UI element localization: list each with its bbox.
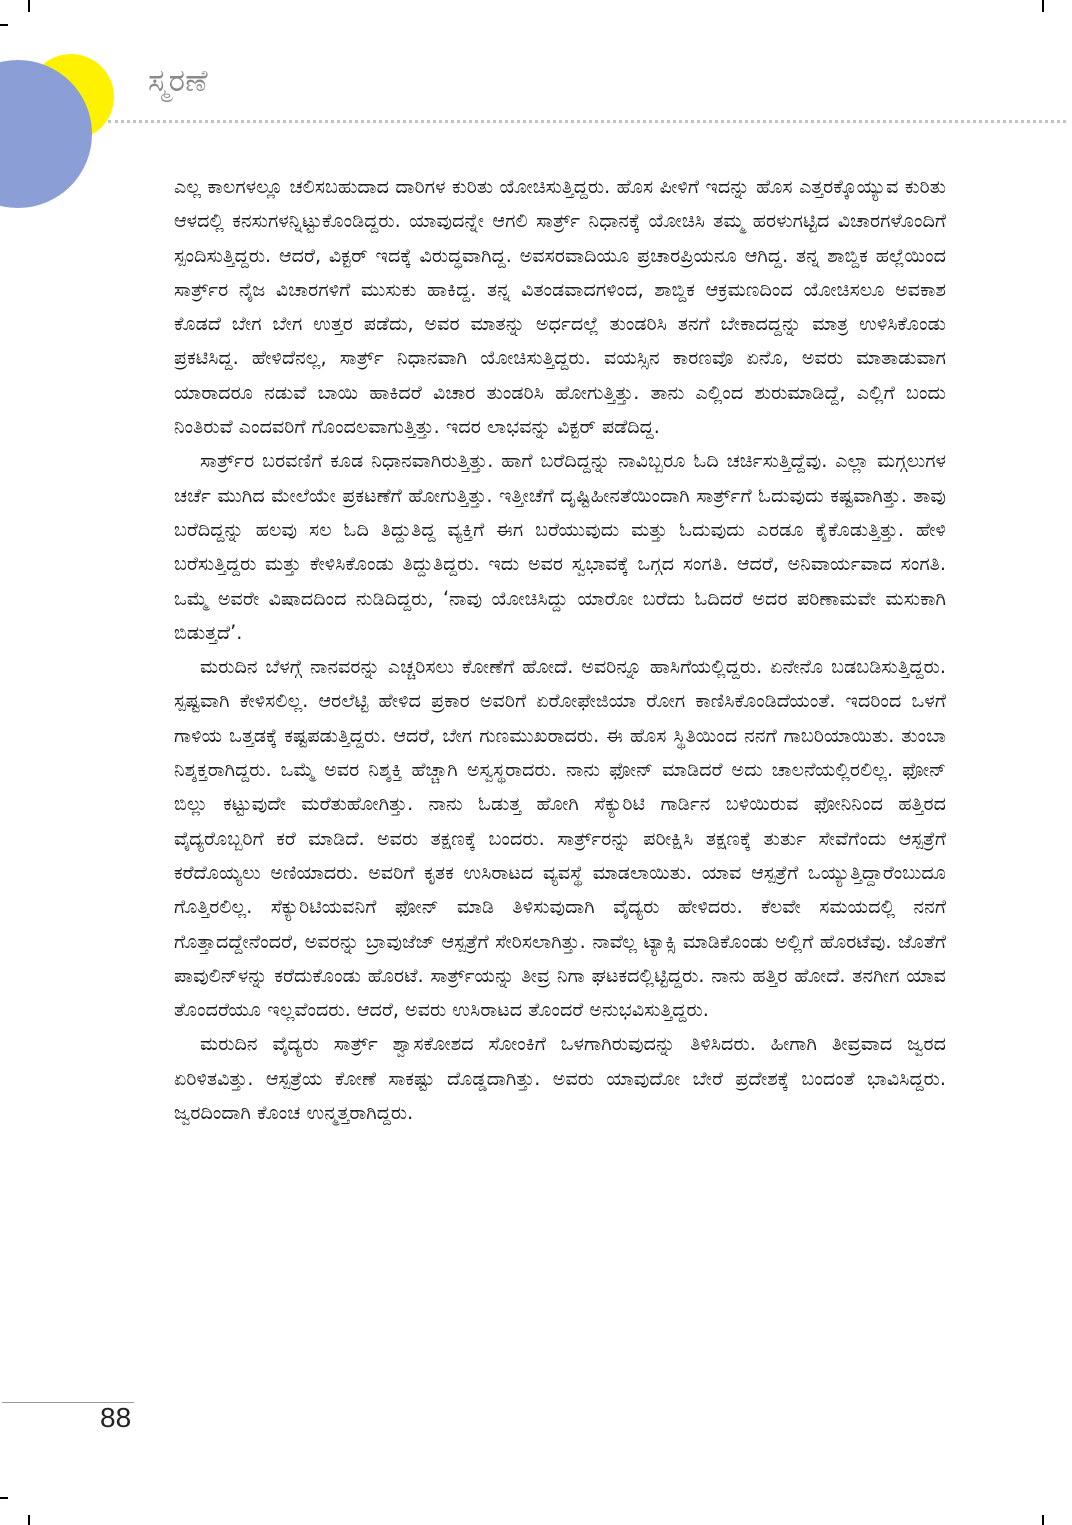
page-body-text	[174, 170, 946, 1130]
crop-mark-bottom-left	[28, 1515, 30, 1525]
paragraph: ಸಾರ್ತ್ರ್‌ರ ಬರವಣಿಗೆ ಕೂಡ ನಿಧಾನವಾಗಿರುತ್ತಿತ್ತು. ಹಾಗೆ ಬರೆದಿದ್ದನ್ನು ನಾವಿಬ್ಬರೂ ಓದಿ ಚರ್ಚಿಸುತ್ತಿದ್ದೆವು. ಎಲ್ಲಾ ಮಗ್ಗಲುಗಳ ಚರ್ಚೆ ಮುಗಿದ ಮೇಲೆಯೇ ಪ್ರಕಟಣೆಗೆ ಹೋಗುತ್ತಿತ್ತು. ಇತ್ತೀಚೆಗೆ ದೃಷ್ಟಿಹೀನತೆಯಿಂದಾಗಿ ಸಾರ್ತ್ರ್‌ಗೆ ಓದುವುದು ಕಷ್ಟವಾಗಿತ್ತು. ತಾವು ಬರೆದಿದ್ದನ್ನು ಹಲವು ಸಲ ಓದಿ ತಿದ್ದುತಿದ್ದ ವ್ಯಕ್ತಿಗೆ ಈಗ ಬರೆಯುವುದು ಮತ್ತು ಓದುವುದು ಎರಡೂ ಕೈಕೊಡುತ್ತಿತ್ತು. ಹೇಳಿ ಬರೆಸುತ್ತಿದ್ದರು ಮತ್ತು ಕೇಳಿಸಿಕೊಂಡು ತಿದ್ದುತಿದ್ದರು. ಇದು ಅವರ ಸ್ವಭಾವಕ್ಕೆ ಒಗ್ಗದ ಸಂಗತಿ. ಆದರೆ, ಅನಿವಾರ್ಯವಾದ ಸಂಗತಿ. ಒಮ್ಮೆ ಅವರೇ ವಿಷಾದದಿಂದ ನುಡಿದಿದ್ದರು, ‘ನಾವು ಯೋಚಿಸಿದ್ದು ಯಾರೋ ಬರೆದು ಓದಿದರೆ ಅದರ ಪರಿಣಾಮವೇ ಮಸುಕಾಗಿ ಬಿಡುತ್ತದೆ’.	[174, 449, 946, 644]
paragraph: ಮರುದಿನ ವೈದ್ಯರು ಸಾರ್ತ್ರ್ ಶ್ವಾಸಕೋಶದ ಸೋಂಕಿಗೆ ಒಳಗಾಗಿರುವುದನ್ನು ತಿಳಿಸಿದರು. ಹೀಗಾಗಿ ತೀವ್ರವಾದ ಜ್ವರದ ಏರಿಳಿತವಿತ್ತು. ಆಸ್ಪತ್ರೆಯ ಕೋಣೆ ಸಾಕಷ್ಟು ದೊಡ್ಡದಾಗಿತ್ತು. ಅವರು ಯಾವುದೋ ಬೇರೆ ಪ್ರದೇಶಕ್ಕೆ ಬಂದಂತೆ ಭಾವಿಸಿದ್ದರು. ಜ್ವರದಿಂದಾಗಿ ಕೊಂಚ ಉನ್ಮತ್ತರಾಗಿದ್ದರು.	[174, 1032, 946, 1125]
crop-mark-top-left	[28, 0, 30, 12]
crop-mark-left-lower	[0, 1497, 8, 1499]
header-dotted-rule	[108, 120, 1066, 123]
paragraph: ಮರುದಿನ ಬೆಳಗ್ಗೆ ನಾನವರನ್ನು ಎಚ್ಚರಿಸಲು ಕೋಣೆಗೆ ಹೋದೆ. ಅವರಿನ್ನೂ ಹಾಸಿಗೆಯಲ್ಲಿದ್ದರು. ಏನೇನೊ ಬಡಬಡಿಸುತ್ತಿದ್ದರು. ಸ್ಪಷ್ಟವಾಗಿ ಕೇಳಿಸಲಿಲ್ಲ. ಆರಲೆಟ್ಟಿ ಹೇಳಿದ ಪ್ರಕಾರ ಅವರಿಗೆ ಏರೋಫೇಜಿಯಾ ರೋಗ ಕಾಣಿಸಿಕೊಂಡಿದೆಯಂತೆ. ಇದರಿಂದ ಒಳಗೆ ಗಾಳಿಯ ಒತ್ತಡಕ್ಕೆ ಕಷ್ಟಪಡುತ್ತಿದ್ದರು. ಆದರೆ, ಬೇಗ ಗುಣಮುಖರಾದರು. ಈ ಹೊಸ ಸ್ಥಿತಿಯಿಂದ ನನಗೆ ಗಾಬರಿಯಾಯಿತು. ತುಂಬಾ ನಿಶ್ಶಕ್ತರಾಗಿದ್ದರು. ಒಮ್ಮೆ ಅವರ ನಿಶ್ಶಕ್ತಿ ಹೆಚ್ಚಾಗಿ ಅಸ್ವಸ್ಥರಾದರು. ನಾನು ಫೋನ್ ಮಾಡಿದರೆ ಅದು ಚಾಲನೆಯಲ್ಲಿರಲಿಲ್ಲ. ಫೋನ್ ಬಿಲ್ಲು ಕಟ್ಟುವುದೇ ಮರೆತುಹೋಗಿತ್ತು. ನಾನು ಓಡುತ್ತ ಹೋಗಿ ಸೆಕ್ಯುರಿಟಿ ಗಾರ್ಡಿನ ಬಳಿಯಿರುವ ಫೋನಿನಿಂದ ಹತ್ತಿರದ ವೈದ್ಯರೊಬ್ಬರಿಗೆ ಕರೆ ಮಾಡಿದೆ. ಅವರು ತಕ್ಷಣಕ್ಕೆ ಬಂದರು. ಸಾರ್ತ್ರ್‌ರನ್ನು ಪರೀಕ್ಷಿಸಿ ತಕ್ಷಣಕ್ಕೆ ತುರ್ತು ಸೇವೆಗೆಂದು ಆಸ್ಪತ್ರೆಗೆ ಕರೆದೊಯ್ಯಲು ಅಣಿಯಾದರು. ಅವರಿಗೆ ಕೃತಕ ಉಸಿರಾಟದ ವ್ಯವಸ್ಥೆ ಮಾಡಲಾಯಿತು. ಯಾವ ಆಸ್ಪತ್ರೆಗೆ ಒಯ್ಯುತ್ತಿದ್ದಾರೆಂಬುದೂ ಗೊತ್ತಿರಲಿಲ್ಲ. ಸೆಕ್ಯುರಿಟಿಯವನಿಗೆ ಫೋನ್ ಮಾಡಿ ತಿಳಿಸುವುದಾಗಿ ವೈದ್ಯರು ಹೇಳಿದರು. ಕೆಲವೇ ಸಮಯದಲ್ಲಿ ನನಗೆ ಗೊತ್ತಾದದ್ದೇನೆಂದರೆ, ಅವರನ್ನು ಬ್ರಾವುಜೆಜ್ ಆಸ್ಪತ್ರೆಗೆ ಸೇರಿಸಲಾಗಿತ್ತು. ನಾವೆಲ್ಲ ಟ್ಯಾಕ್ಸಿ ಮಾಡಿಕೊಂಡು ಅಲ್ಲಿಗೆ ಹೊರಟೆವು. ಜೊತೆಗೆ ಪಾವುಲಿನ್‌ಳನ್ನು ಕರೆದುಕೊಂಡು ಹೊರಟೆ. ಸಾರ್ತ್ರ್‌ಯನ್ನು ತೀವ್ರ ನಿಗಾ ಘಟಕದಲ್ಲಿಟ್ಟಿದ್ದರು. ನಾನು ಹತ್ತಿರ ಹೋದೆ. ತನಗೀಗ ಯಾವ ತೊಂದರೆಯೂ ಇಲ್ಲವೆಂದರು. ಆದರೆ, ಅವರು ಉಸಿರಾಟದ ತೊಂದರೆ ಅನುಭವಿಸುತ್ತಿದ್ದರು.	[174, 655, 946, 1022]
paragraph: ಎಲ್ಲ ಕಾಲಗಳಲ್ಲೂ ಚಲಿಸಬಹುದಾದ ದಾರಿಗಳ ಕುರಿತು ಯೋಚಿಸುತ್ತಿದ್ದರು. ಹೊಸ ಪೀಳಿಗೆ ಇದನ್ನು ಹೊಸ ಎತ್ತರಕ್ಕೊಯ್ಯುವ ಕುರಿತು ಆಳದಲ್ಲಿ ಕನಸುಗಳನ್ನಿಟ್ಟುಕೊಂಡಿದ್ದರು. ಯಾವುದನ್ನೇ ಆಗಲಿ ಸಾರ್ತ್ರ್ ನಿಧಾನಕ್ಕೆ ಯೋಚಿಸಿ ತಮ್ಮ ಹರಳುಗಟ್ಟಿದ ವಿಚಾರಗಳೊಂದಿಗೆ ಸ್ಪಂದಿಸುತ್ತಿದ್ದರು. ಆದರೆ, ವಿಕ್ಟರ್ ಇದಕ್ಕೆ ವಿರುದ್ಧವಾಗಿದ್ದ. ಅವಸರವಾದಿಯೂ ಪ್ರಚಾರಪ್ರಿಯನೂ ಆಗಿದ್ದ. ತನ್ನ ಶಾಬ್ದಿಕ ಹಲ್ಲೆಯಿಂದ ಸಾರ್ತ್ರ್‌ರ ನೈಜ ವಿಚಾರಗಳಿಗೆ ಮುಸುಕು ಹಾಕಿದ್ದ. ತನ್ನ ವಿತಂಡವಾದಗಳಿಂದ, ಶಾಬ್ದಿಕ ಆಕ್ರಮಣದಿಂದ ಯೋಚಿಸಲೂ ಅವಕಾಶ ಕೊಡದೆ ಬೇಗ ಬೇಗ ಉತ್ತರ ಪಡೆದು, ಅವರ ಮಾತನ್ನು ಅರ್ಧದಲ್ಲೆ ತುಂಡರಿಸಿ ತನಗೆ ಬೇಕಾದದ್ದನ್ನು ಮಾತ್ರ ಉಳಿಸಿಕೊಂಡು ಪ್ರಕಟಿಸಿದ್ದ. ಹೇಳಿದೆನಲ್ಲ, ಸಾರ್ತ್ರ್ ನಿಧಾನವಾಗಿ ಯೋಚಿಸುತ್ತಿದ್ದರು. ವಯಸ್ಸಿನ ಕಾರಣವೊ ಏನೊ, ಅವರು ಮಾತಾಡುವಾಗ ಯಾರಾದರೂ ನಡುವೆ ಬಾಯಿ ಹಾಕಿದರೆ ವಿಚಾರ ತುಂಡರಿಸಿ ಹೋಗುತ್ತಿತ್ತು. ತಾನು ಎಲ್ಲಿಂದ ಶುರುಮಾಡಿದ್ದೆ, ಎಲ್ಲಿಗೆ ಬಂದು ನಿಂತಿರುವೆ ಎಂದವರಿಗೆ ಗೊಂದಲವಾಗುತ್ತಿತ್ತು. ಇದರ ಲಾಭವನ್ನು ವಿಕ್ಟರ್ ಪಡೆದಿದ್ದ.	[174, 175, 946, 439]
crop-mark-top-right	[1042, 0, 1044, 12]
page-number: 88	[100, 1402, 132, 1433]
crop-mark-left-upper	[0, 24, 8, 26]
crop-mark-bottom-right	[1042, 1515, 1044, 1525]
running-header-title: ಸ್ಮರಣೆ	[148, 63, 208, 99]
